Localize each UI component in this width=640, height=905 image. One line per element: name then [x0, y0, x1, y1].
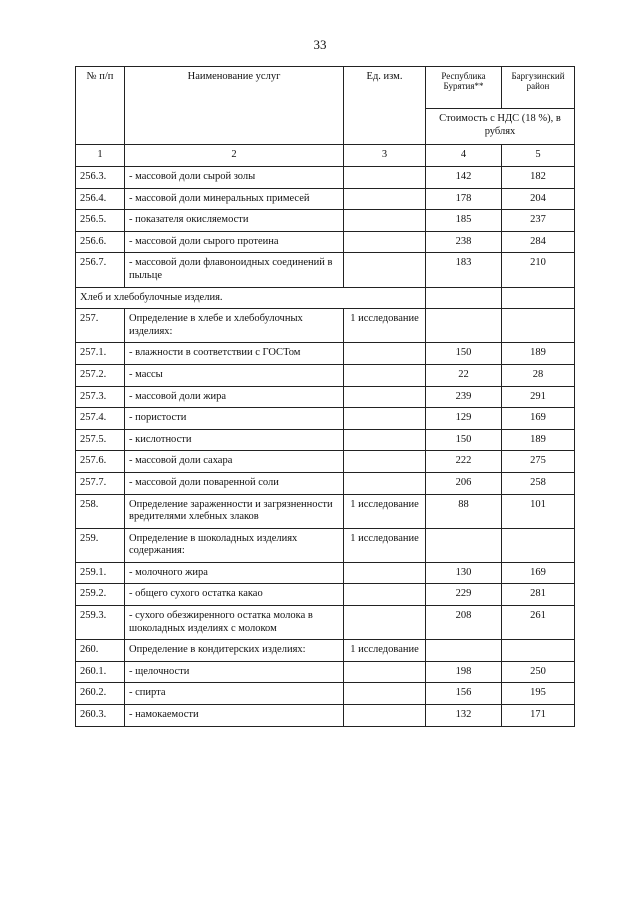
price-buryatia: 206: [426, 472, 502, 494]
unit-of-measure: 1 исследование: [344, 494, 426, 528]
table-row: [76, 451, 575, 473]
price-barguzin: 275: [502, 451, 575, 473]
table-row: [76, 231, 575, 253]
unit-of-measure: [344, 562, 426, 584]
price-barguzin: 204: [502, 188, 575, 210]
price-buryatia: 198: [426, 661, 502, 683]
unit-of-measure: [344, 253, 426, 287]
price-buryatia: [426, 287, 502, 309]
table-row: [76, 472, 575, 494]
table-row: [76, 606, 575, 640]
price-barguzin: 210: [502, 253, 575, 287]
row-number: 260.1.: [76, 661, 125, 683]
service-name: - кислотности: [125, 429, 344, 451]
service-name: - массовой доли сырой золы: [125, 167, 344, 189]
price-buryatia: 22: [426, 364, 502, 386]
column-index: 4: [426, 145, 502, 167]
service-name: - щелочности: [125, 661, 344, 683]
column-index: 1: [76, 145, 125, 167]
price-buryatia: 150: [426, 429, 502, 451]
price-buryatia: [426, 528, 502, 562]
column-index: 5: [502, 145, 575, 167]
row-number: 256.3.: [76, 167, 125, 189]
column-index-row: [76, 145, 575, 167]
row-number: 256.5.: [76, 210, 125, 232]
table-row: [76, 253, 575, 287]
price-buryatia: [426, 309, 502, 343]
row-number: 257.2.: [76, 364, 125, 386]
row-number: 259.1.: [76, 562, 125, 584]
row-number: 260.: [76, 640, 125, 662]
header-row: [76, 67, 575, 109]
section-title: Хлеб и хлебобулочные изделия.: [76, 287, 426, 309]
price-buryatia: 150: [426, 343, 502, 365]
unit-of-measure: [344, 343, 426, 365]
unit-of-measure: [344, 705, 426, 727]
section-row: [76, 287, 575, 309]
column-index: 3: [344, 145, 426, 167]
row-number: 258.: [76, 494, 125, 528]
service-name: - пористости: [125, 408, 344, 430]
price-buryatia: 129: [426, 408, 502, 430]
price-buryatia: 208: [426, 606, 502, 640]
price-barguzin: [502, 309, 575, 343]
price-buryatia: [426, 640, 502, 662]
price-buryatia: 222: [426, 451, 502, 473]
service-name: - массовой доли жира: [125, 386, 344, 408]
price-barguzin: 101: [502, 494, 575, 528]
table-row: [76, 309, 575, 343]
unit-of-measure: [344, 472, 426, 494]
price-buryatia: 229: [426, 584, 502, 606]
price-buryatia: 130: [426, 562, 502, 584]
service-name: - массовой доли поваренной соли: [125, 472, 344, 494]
price-barguzin: 281: [502, 584, 575, 606]
service-name: - показателя окисляемости: [125, 210, 344, 232]
service-name: - влажности в соответствии с ГОСТом: [125, 343, 344, 365]
price-buryatia: 185: [426, 210, 502, 232]
row-number: 257.3.: [76, 386, 125, 408]
price-buryatia: 132: [426, 705, 502, 727]
unit-of-measure: [344, 606, 426, 640]
unit-of-measure: [344, 210, 426, 232]
service-name: - массовой доли сырого протеина: [125, 231, 344, 253]
table-row: [76, 683, 575, 705]
unit-of-measure: 1 исследование: [344, 528, 426, 562]
price-barguzin: 258: [502, 472, 575, 494]
service-name: - общего сухого остатка какао: [125, 584, 344, 606]
page-number: 33: [313, 37, 327, 52]
row-number: 259.2.: [76, 584, 125, 606]
row-number: 256.6.: [76, 231, 125, 253]
table-row: [76, 429, 575, 451]
header-price-note: Стоимость с НДС (18 %), в рублях: [426, 109, 575, 145]
row-number: 256.7.: [76, 253, 125, 287]
row-number: 259.3.: [76, 606, 125, 640]
row-number: 257.5.: [76, 429, 125, 451]
price-barguzin: [502, 640, 575, 662]
header-name: Наименование услуг: [125, 67, 344, 145]
unit-of-measure: [344, 167, 426, 189]
row-number: 257.4.: [76, 408, 125, 430]
service-name: - намокаемости: [125, 705, 344, 727]
price-buryatia: 183: [426, 253, 502, 287]
price-buryatia: 178: [426, 188, 502, 210]
table-row: [76, 528, 575, 562]
column-index: 2: [125, 145, 344, 167]
row-number: 256.4.: [76, 188, 125, 210]
table-row: [76, 408, 575, 430]
service-name: Определение в кондитерских изделиях:: [125, 640, 344, 662]
price-barguzin: [502, 287, 575, 309]
price-barguzin: [502, 528, 575, 562]
price-barguzin: 291: [502, 386, 575, 408]
unit-of-measure: 1 исследование: [344, 640, 426, 662]
service-name: - молочного жира: [125, 562, 344, 584]
service-name: - массовой доли флавоноидных соединений в пыльце: [125, 253, 344, 287]
table-row: [76, 661, 575, 683]
table-row: [76, 584, 575, 606]
table-row: [76, 562, 575, 584]
row-number: 260.3.: [76, 705, 125, 727]
price-buryatia: 238: [426, 231, 502, 253]
table-row: [76, 640, 575, 662]
price-barguzin: 237: [502, 210, 575, 232]
row-number: 257.6.: [76, 451, 125, 473]
row-number: 259.: [76, 528, 125, 562]
unit-of-measure: [344, 364, 426, 386]
service-name: Определение в хлебе и хлебобулочных изделиях:: [125, 309, 344, 343]
service-name: - спирта: [125, 683, 344, 705]
unit-of-measure: [344, 386, 426, 408]
price-buryatia: 156: [426, 683, 502, 705]
service-name: Определение в шоколадных изделиях содержания:: [125, 528, 344, 562]
row-number: 257.7.: [76, 472, 125, 494]
price-buryatia: 88: [426, 494, 502, 528]
service-name: Определение зараженности и загрязненности вредителями хлебных злаков: [125, 494, 344, 528]
service-name: - массы: [125, 364, 344, 386]
unit-of-measure: [344, 231, 426, 253]
price-barguzin: 189: [502, 429, 575, 451]
unit-of-measure: [344, 451, 426, 473]
table-row: [76, 210, 575, 232]
price-barguzin: 250: [502, 661, 575, 683]
table-row: [76, 386, 575, 408]
header-unit: Ед. изм.: [344, 67, 426, 145]
service-name: - массовой доли сахара: [125, 451, 344, 473]
table-row: [76, 343, 575, 365]
row-number: 260.2.: [76, 683, 125, 705]
price-buryatia: 239: [426, 386, 502, 408]
price-barguzin: 169: [502, 562, 575, 584]
price-table: [75, 66, 575, 727]
price-barguzin: 284: [502, 231, 575, 253]
unit-of-measure: 1 исследование: [344, 309, 426, 343]
header-num: № п/п: [76, 67, 125, 145]
table-row: [76, 188, 575, 210]
service-name: - сухого обезжиренного остатка молока в шоколадных изделиях с молоком: [125, 606, 344, 640]
price-barguzin: 28: [502, 364, 575, 386]
table-row: [76, 494, 575, 528]
price-buryatia: 142: [426, 167, 502, 189]
table-row: [76, 364, 575, 386]
price-barguzin: 169: [502, 408, 575, 430]
price-barguzin: 171: [502, 705, 575, 727]
table-row: [76, 167, 575, 189]
price-barguzin: 182: [502, 167, 575, 189]
row-number: 257.1.: [76, 343, 125, 365]
row-number: 257.: [76, 309, 125, 343]
unit-of-measure: [344, 584, 426, 606]
unit-of-measure: [344, 429, 426, 451]
price-barguzin: 261: [502, 606, 575, 640]
unit-of-measure: [344, 408, 426, 430]
unit-of-measure: [344, 683, 426, 705]
table-row: [76, 705, 575, 727]
price-barguzin: 195: [502, 683, 575, 705]
header-region-barguzin: Баргузинский район: [502, 67, 575, 109]
price-barguzin: 189: [502, 343, 575, 365]
service-name: - массовой доли минеральных примесей: [125, 188, 344, 210]
unit-of-measure: [344, 188, 426, 210]
unit-of-measure: [344, 661, 426, 683]
header-region-buryatia: Республика Бурятия**: [426, 67, 502, 109]
